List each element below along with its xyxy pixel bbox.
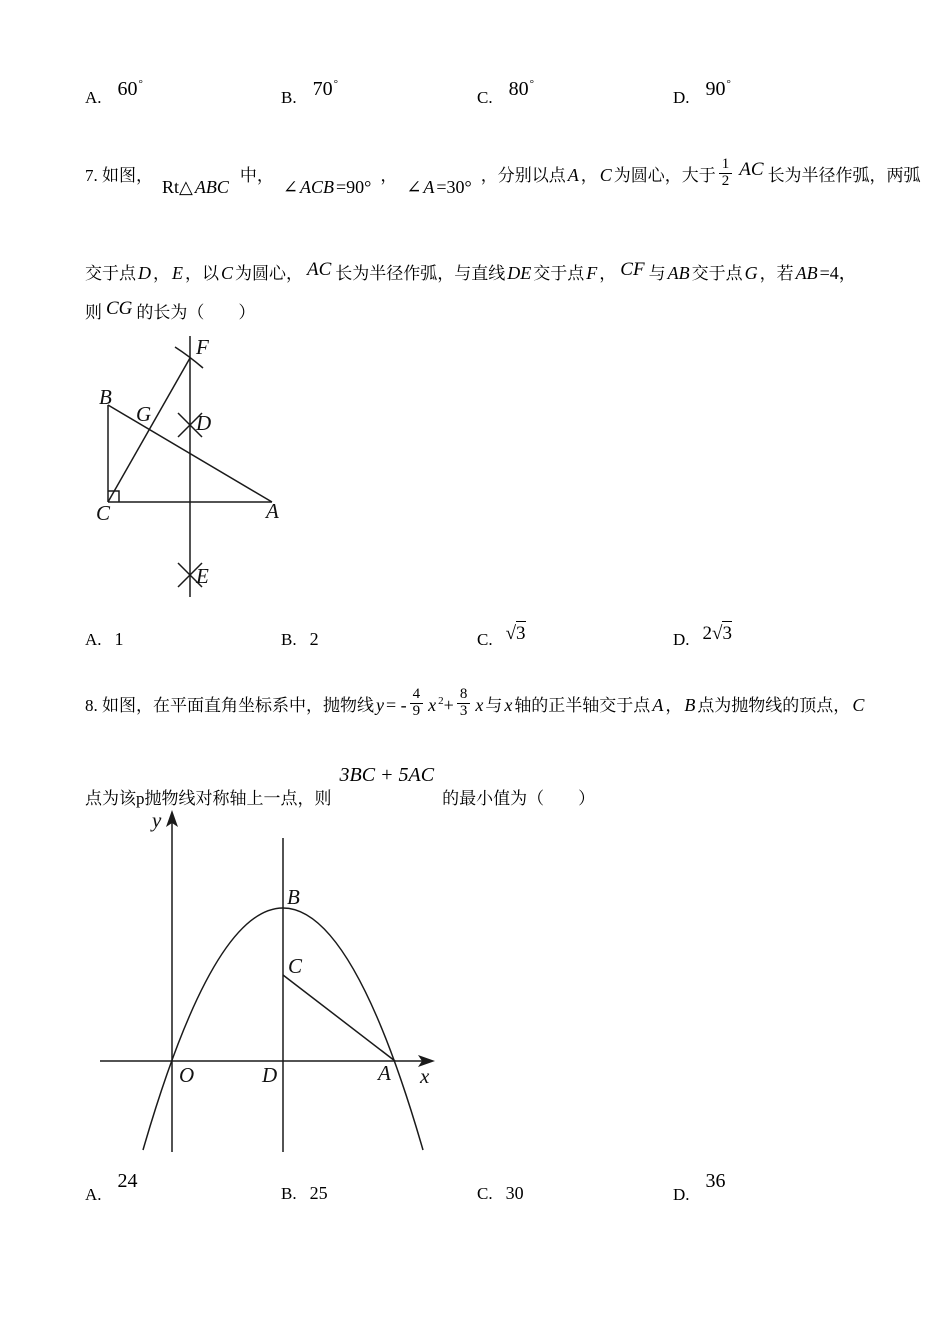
q7-stem-text: 与 (648, 264, 666, 283)
math-italic: ABC (194, 176, 229, 197)
q7-text-line2 (85, 260, 857, 287)
degree-symbol: ° (138, 78, 143, 90)
q7-option-b (281, 629, 319, 650)
point-c: C (852, 694, 865, 715)
degree-value: 70 (312, 78, 333, 100)
fraction-numerator: 1 (721, 156, 730, 172)
q7-stem-text: ， (599, 264, 617, 283)
q7-option-a (85, 629, 124, 650)
option-label: C. (477, 1184, 493, 1203)
option-value (313, 78, 338, 101)
radicand: 3 (722, 623, 732, 644)
degree-symbol: ° (333, 78, 338, 90)
fraction-eight-thirds (457, 687, 471, 720)
q7-stem-text: 交于点 (85, 264, 136, 283)
option-value: 1 (114, 629, 124, 649)
label-A: A (378, 1061, 391, 1085)
point-f: F (586, 263, 598, 283)
fraction-one-half (719, 157, 733, 190)
point-d: D (138, 263, 151, 283)
q7-stem-text: ， (480, 165, 498, 185)
option-label: D. (673, 88, 690, 107)
point-b: B (684, 694, 696, 715)
degree-value: 60 (117, 78, 138, 100)
point-a: A (652, 694, 664, 715)
var-x: x (504, 694, 513, 715)
label-y-axis: y (152, 808, 162, 832)
option-label: C. (477, 630, 493, 649)
segment-ac: AC (739, 158, 764, 180)
math-italic: ACB (299, 176, 334, 197)
option-label: D. (673, 1185, 690, 1204)
q8-option-b (281, 1183, 328, 1204)
line-de: DE (507, 263, 532, 283)
var-y: y (376, 694, 384, 715)
angle-symbol: ∠ (406, 176, 422, 197)
math-roman: =30° (436, 176, 472, 197)
q8-options-row (0, 1170, 950, 1225)
q6-option-a (85, 78, 143, 109)
option-label: C. (477, 88, 493, 107)
fraction-denominator: 2 (719, 173, 733, 190)
math-roman: =4， (819, 263, 857, 283)
q8-text-line1 (85, 687, 866, 721)
option-label: A. (85, 1185, 102, 1204)
label-x-axis: x (420, 1064, 430, 1088)
option-value: 24 (117, 1170, 138, 1192)
degree-symbol: ° (726, 78, 731, 90)
label-C: C (96, 501, 111, 525)
q7-option-c (477, 623, 526, 651)
label-D: D (262, 1063, 278, 1087)
option-value: 36 (705, 1170, 726, 1192)
fraction-denominator: 3 (457, 703, 471, 720)
option-label: D. (673, 630, 690, 649)
var-x: x (475, 694, 484, 715)
q7-stem-text: 中， (239, 165, 274, 185)
label-B: B (287, 885, 300, 909)
fraction-four-ninths (410, 687, 424, 720)
option-value (706, 78, 731, 101)
q7-stem-text: 为圆心，大于 (613, 165, 716, 185)
q7-stem-text: 长为半径作弧，两弧 (767, 165, 921, 185)
sqrt-value (703, 623, 732, 645)
option-label: B. (281, 88, 297, 107)
radical-sign: √ (712, 623, 723, 644)
q7-stem-text: ，以 (185, 264, 219, 283)
q7-stem-text: 长为半径作弧，与直线 (335, 264, 506, 283)
q8-stem-text: 点为抛物线的顶点， (697, 695, 851, 715)
point-e: E (172, 263, 183, 283)
option-label: B. (281, 1184, 297, 1203)
segment-cf: CF (620, 259, 645, 280)
q7-stem-text: ， (153, 264, 170, 283)
math-roman: = - (386, 694, 407, 715)
q7-stem-text: ， (380, 165, 398, 185)
option-label: B. (281, 630, 297, 649)
point-c: C (221, 263, 234, 283)
q8-stem-text: 点为该p抛物线对称轴上一点，则 (85, 789, 332, 808)
q6-option-b (281, 78, 338, 109)
q7-stem-text: 7. 如图， (85, 165, 153, 185)
math-italic: A (423, 176, 435, 197)
expression-3bc-plus-5ac: 3BC + 5AC (339, 764, 435, 786)
option-value (118, 78, 143, 101)
q6-option-c (477, 78, 534, 109)
q7-options-row (0, 623, 950, 671)
q7-stem-text: 分别以点 (497, 165, 566, 185)
option-value: 2 (309, 629, 319, 649)
segment-ac: AC (307, 259, 332, 280)
degree-value: 90 (705, 78, 726, 100)
math-angle-a (406, 174, 471, 201)
label-A: A (266, 499, 279, 523)
q7-figure-svg (90, 330, 300, 605)
point-g: G (744, 263, 758, 283)
q8-option-c (477, 1183, 524, 1204)
label-F: F (196, 335, 209, 359)
point-a: A (567, 164, 579, 185)
segment-ca (283, 975, 395, 1061)
q7-stem-text: 为圆心， (235, 264, 304, 283)
radicand: 3 (516, 623, 526, 644)
ray-cf (108, 358, 190, 502)
q8-stem-text: ， (665, 695, 683, 715)
label-E: E (196, 564, 209, 588)
q6-options-row (0, 78, 950, 128)
q8-option-a (85, 1170, 138, 1206)
option-label: A. (85, 88, 102, 107)
q7-text-line1 (85, 156, 921, 197)
radical-sign: √ (505, 623, 517, 644)
q7-stem-text: 的长为（ ） (136, 303, 256, 322)
exponent-2: 2 (438, 694, 444, 707)
q7-stem-text: ，若 (759, 264, 794, 283)
q7-text-line3 (85, 300, 255, 326)
q8-figure (95, 805, 445, 1165)
q7-figure (90, 330, 300, 605)
plus-sign: + (443, 694, 454, 715)
angle-symbol: ∠ (282, 176, 298, 197)
label-C: C (288, 954, 303, 978)
segment-ab: AB (795, 263, 818, 283)
fraction-denominator: 9 (410, 703, 424, 720)
segment-ab: AB (667, 263, 690, 283)
label-B: B (99, 385, 112, 409)
option-value: 30 (505, 1183, 524, 1203)
q7-stem-text: 则 (85, 303, 102, 322)
option-label: A. (85, 630, 102, 649)
q7-option-d (673, 623, 732, 651)
var-x: x (428, 694, 437, 715)
math-angle-acb (283, 174, 371, 201)
q8-option-d (673, 1170, 726, 1206)
label-G: G (136, 402, 152, 426)
q7-stem-text: 交于点 (691, 264, 743, 283)
coefficient: 2 (702, 623, 713, 644)
fraction-numerator: 4 (412, 686, 421, 702)
fraction-numerator: 8 (459, 686, 468, 702)
label-D: D (196, 411, 212, 435)
degree-symbol: ° (529, 78, 534, 90)
segment-cg: CG (106, 298, 133, 319)
q6-option-d (673, 78, 731, 109)
point-c: C (599, 164, 612, 185)
option-value: 25 (309, 1183, 328, 1203)
q7-stem-text: 交于点 (533, 264, 585, 283)
sqrt-value (506, 623, 526, 645)
q8-stem-text: 8. 如图，在平面直角坐标系中，抛物线 (85, 695, 374, 715)
q8-stem-text: 与 (485, 695, 503, 715)
math-roman: Rt△ (162, 176, 193, 197)
degree-value: 80 (508, 78, 529, 100)
option-value (509, 78, 534, 101)
math-roman: =90° (335, 176, 372, 197)
q8-figure-svg (95, 805, 445, 1165)
q8-stem-text: 的最小值为（ ） (442, 789, 596, 808)
q7-stem-text: ， (580, 165, 598, 185)
math-rt-triangle-abc (162, 174, 231, 201)
q8-stem-text: 轴的正半轴交于点 (514, 695, 651, 715)
label-O: O (179, 1063, 195, 1087)
